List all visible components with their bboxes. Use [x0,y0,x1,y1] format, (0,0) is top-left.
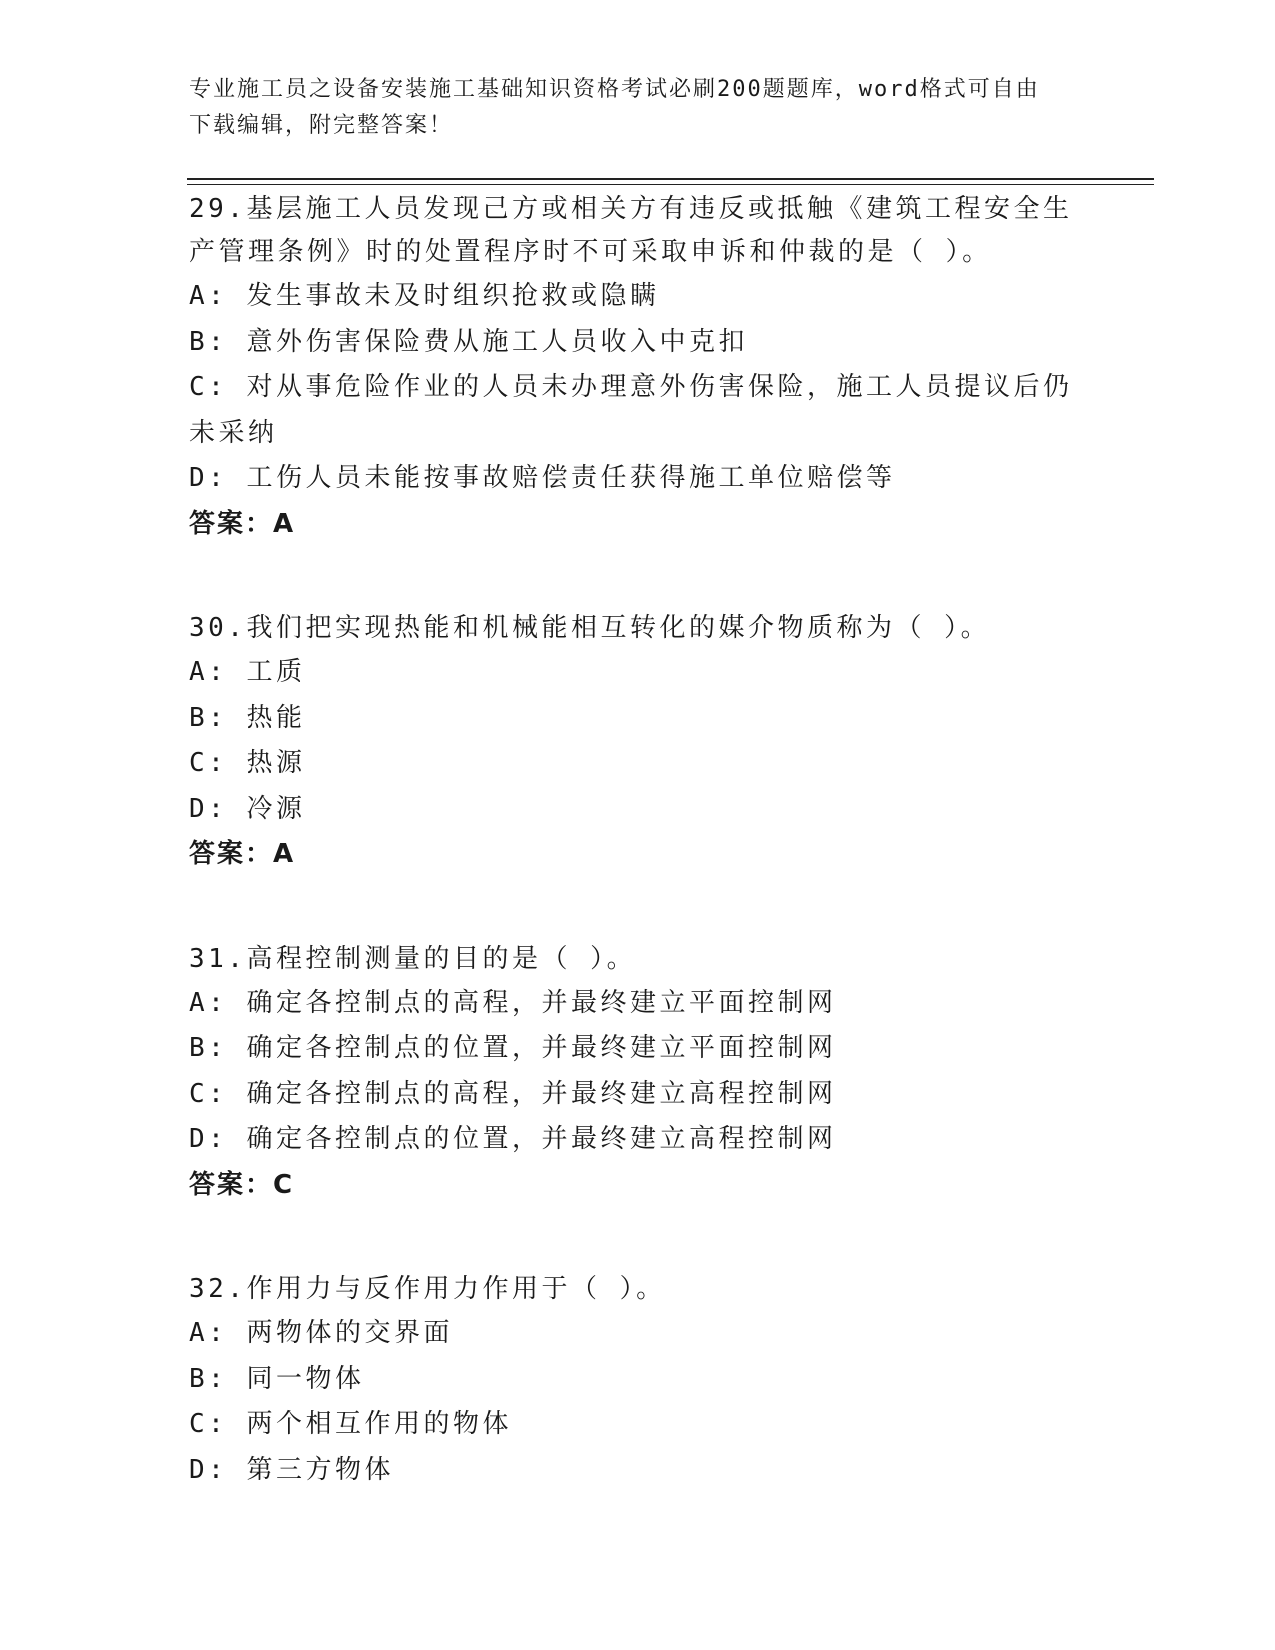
question-29 [189,188,1089,547]
option-c: C: 两个相互作用的物体 [189,1409,512,1439]
option-c: C: 对从事危险作业的人员未办理意外伤害保险，施工人员提议后仍未采纳 [189,372,1073,448]
option-a: A: 工质 [189,657,306,687]
header-line-2: 下载编辑，附完整答案！ [189,113,454,138]
option-d: D: 第三方物体 [189,1454,394,1485]
question-spacer [189,1208,1089,1268]
question-spacer [189,878,1089,938]
answer-label: 答案：A [189,508,296,539]
option-c: C: 确定各控制点的高程，并最终建立高程控制网 [189,1078,837,1109]
option-a: A: 发生事故未及时组织抢救或隐瞒 [189,281,660,311]
header-rule-thin [187,184,1154,185]
header-line-1: 专业施工员之设备安装施工基础知识资格考试必刷200题题库，word格式可自由 [189,77,1040,102]
option-b: B: 同一物体 [189,1363,365,1394]
option-b: B: 确定各控制点的位置，并最终建立平面控制网 [189,1033,837,1063]
question-30 [189,607,1089,878]
option-a: A: 确定各控制点的高程，并最终建立平面控制网 [189,987,837,1018]
option-b: B: 意外伤害保险费从施工人员收入中克扣 [189,326,748,357]
option-d: D: 工伤人员未能按事故赔偿责任获得施工单位赔偿等 [189,463,896,493]
document-header [189,72,1089,144]
answer-label: 答案：C [189,1169,295,1200]
option-d: D: 确定各控制点的位置，并最终建立高程控制网 [189,1124,837,1154]
question-stem: 30.我们把实现热能和机械能相互转化的媒介物质称为（ ）。 [189,613,991,643]
option-c: C: 热源 [189,748,306,778]
option-a: A: 两物体的交界面 [189,1318,453,1348]
question-stem: 31.高程控制测量的目的是（ ）。 [189,943,637,974]
header-rule-thick [187,178,1154,180]
question-stem: 29.基层施工人员发现己方或相关方有违反或抵触《建筑工程安全生产管理条例》时的处置程序时不可采取申诉和仲裁的是（ ）。 [189,194,1073,267]
question-stem: 32.作用力与反作用力作用于（ ）。 [189,1274,666,1304]
answer-label: 答案：A [189,839,296,869]
question-list [189,188,1089,1493]
question-31 [189,938,1089,1209]
option-b: B: 热能 [189,702,306,733]
question-spacer [189,547,1089,607]
question-32 [189,1268,1089,1493]
option-d: D: 冷源 [189,793,306,824]
